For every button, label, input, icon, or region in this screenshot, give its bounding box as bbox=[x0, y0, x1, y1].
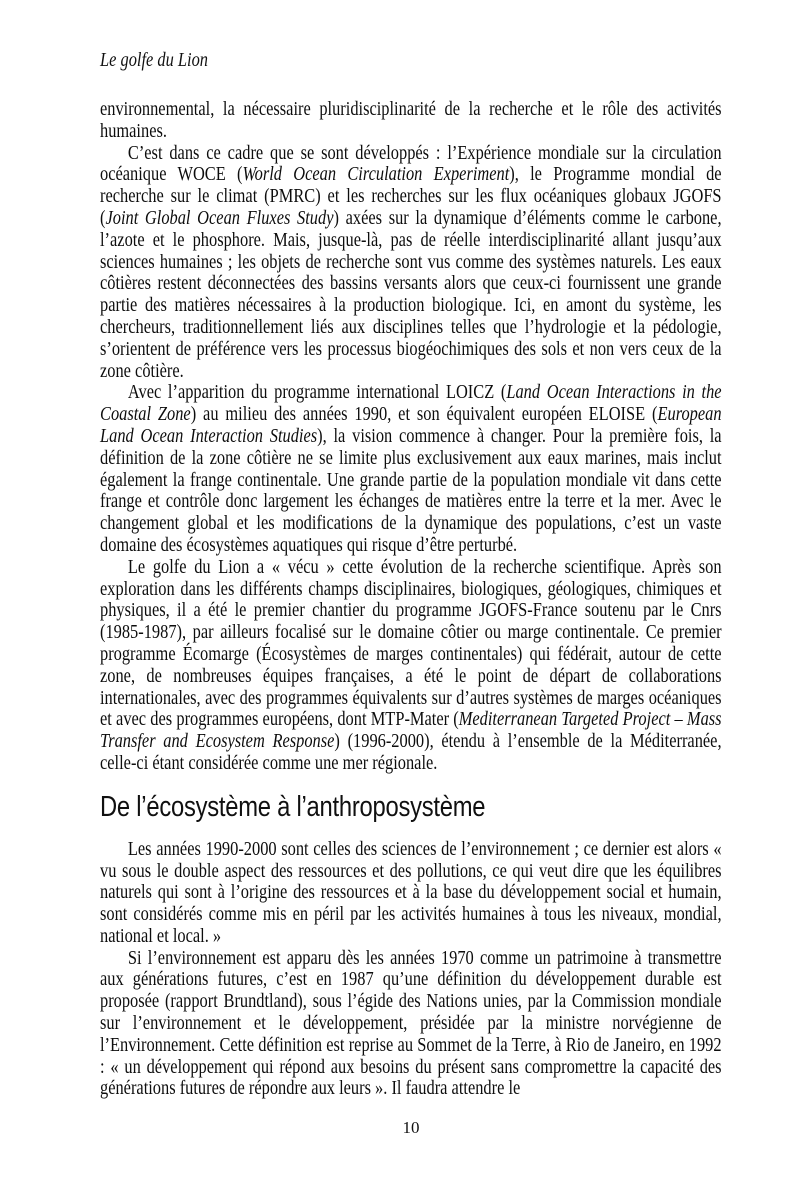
text-column bbox=[100, 49, 722, 1100]
body-paragraph bbox=[100, 839, 722, 948]
body-paragraph bbox=[100, 143, 722, 383]
body-paragraph bbox=[100, 99, 722, 143]
text-run: C’est dans ce cadre que se sont développés : l’Expérience mondiale sur la circulation océanique WOCE ( bbox=[100, 141, 722, 186]
body-paragraph bbox=[100, 948, 722, 1101]
italic-text-run: Joint Global Ocean Fluxes Study bbox=[105, 206, 334, 229]
text-run: Les années 1990-2000 sont celles des sciences de l’environnement ; ce dernier est alors « vu sous le double aspect des ressources et des pollutions, ce qui veut dire que les équilibres naturels qui sont à l’origine des ressources et à la base du développement social et humain, sont considérés comme mis en péril par les activités humaines à tous les niveaux, mondial, national et local. » bbox=[100, 837, 722, 947]
section-heading bbox=[100, 790, 722, 824]
italic-text-run: Mediterranean Targeted Project – Mass Transfer and Ecosystem Response bbox=[100, 708, 722, 753]
text-run: Le golfe du Lion a « vécu » cette évolution de la recherche scientifique. Après son exploration dans les différents champs disciplinaires, biologiques, géologiques, chimiques et physiques, il a été le premier chantier du programme JGOFS-France soutenu par le Cnrs (1985-1987), par ailleurs focalisé sur le domaine côtier ou marge continentale. Ce premier programme Écomarge (Écosystèmes de marges continentales) qui fédérait, autour de cette zone, de nombreuses équipes françaises, a été le point de départ de collaborations internationales, avec des programmes équivalents sur d’autres systèmes de marges océaniques et avec des programmes européens, dont MTP-Mater ( bbox=[100, 555, 722, 731]
italic-text-run: Land Ocean Interactions in the Coastal Zone bbox=[100, 381, 722, 426]
running-header: Le golfe du Lion bbox=[100, 49, 208, 71]
text-run: ) (1996-2000), étendu à l’ensemble de la Méditerranée, celle-ci étant considérée comme une mer régionale. bbox=[100, 730, 722, 774]
text-run: De l’écosystème à l’anthroposystème bbox=[100, 790, 486, 823]
text-run: ) au milieu des années 1990, et son équivalent européen ELOISE ( bbox=[190, 403, 658, 426]
italic-text-run: World Ocean Circulation Experiment bbox=[242, 163, 510, 186]
body-paragraph bbox=[100, 382, 722, 556]
text-run: Avec l’apparition du programme international LOICZ ( bbox=[127, 381, 507, 404]
text-run: Si l’environnement est apparu dès les années 1970 comme un patrimoine à transmettre aux générations futures, c’est en 1987 qu’une définition du développement durable est proposée (rapport Brundtland), sous l’égide des Nations unies, par la Commission mondiale sur l’environnement et le développement, présidée par la ministre norvégienne de l’Environnement. Cette définition est reprise au Sommet de la Terre, à Rio de Janeiro, en 1992 : « un développement qui répond aux besoins du présent sans compromettre la capacité des générations futures de répondre aux leurs ». Il faudra attendre le bbox=[100, 946, 722, 1100]
page-body bbox=[100, 99, 722, 1100]
page-number: 10 bbox=[402, 1118, 420, 1137]
text-run: ), la vision commence à changer. Pour la première fois, la définition de la zone côtière ne se limite plus exclusivement aux eaux marines, mais inclut également la frange continentale. Une grande partie de la population mondiale vit dans cette frange et contrôle donc largement les échanges de matières entre la terre et la mer. Avec le changement global et les modifications de la dynamique des populations, c’est un vaste domaine des écosystèmes aquatiques qui risque d’être perturbé. bbox=[100, 424, 722, 556]
body-paragraph bbox=[100, 557, 722, 775]
text-run: ), le Programme mondial de recherche sur le climat (PMRC) et les recherches sur les flux océaniques globaux JGOFS ( bbox=[100, 163, 722, 229]
text-run: ) axées sur la dynamique d’éléments comme le carbone, l’azote et le phosphore. Mais, jusque-là, pas de réelle interdisciplinarité allant jusqu’aux sciences humaines ; les objets de recherche sont vus comme des systèmes naturels. Les eaux côtières restent déconnectées des bassins versants alors que ceux-ci fournissent une grande partie des matières nécessaires à la production biologique. Ici, en amont du système, les chercheurs, traditionnellement liés aux disciplines telles que l’hydrologie et la pédologie, s’orientent de préférence vers les processus biogéochimiques des sols et non vers ceux de la zone côtière. bbox=[100, 206, 722, 382]
text-run: environnemental, la nécessaire pluridisciplinarité de la recherche et le rôle des activités humaines. bbox=[100, 98, 722, 142]
italic-text-run: European Land Ocean Interaction Studies bbox=[100, 403, 722, 447]
